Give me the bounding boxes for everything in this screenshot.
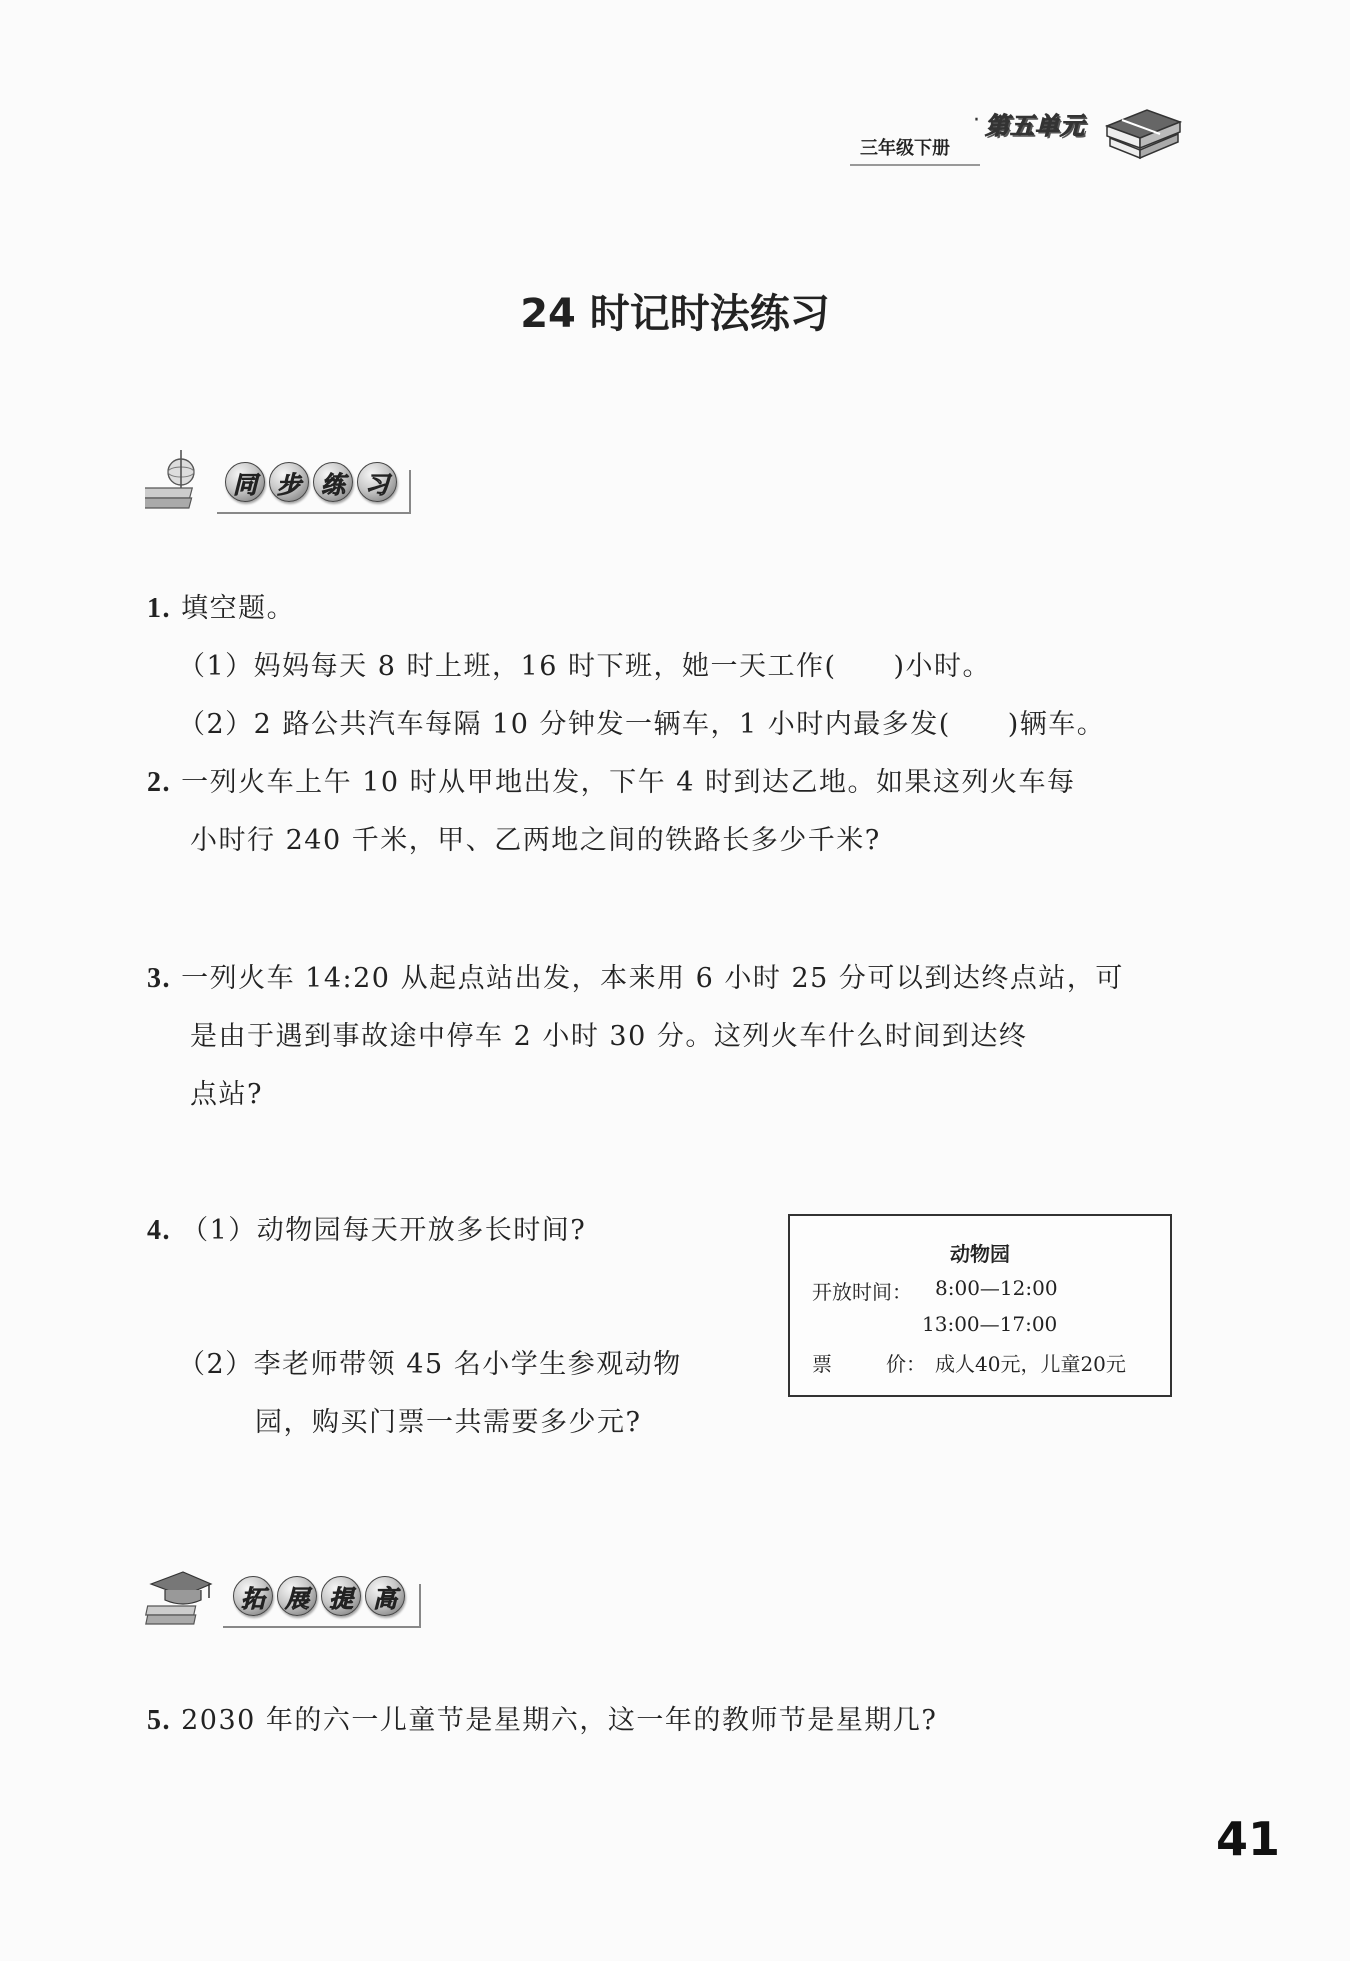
section-char: 拓 (233, 1576, 273, 1616)
question-1-sub-2: （2）2 路公共汽车每隔 10 分钟发一辆车，1 小时内最多发( )辆车。 (178, 709, 1106, 740)
question-number: 1. (147, 593, 171, 624)
zoo-hours-2: 13:00—17:00 (922, 1312, 1058, 1336)
section-badge-extension (145, 1562, 425, 1632)
question-text: 填空题。 (181, 593, 296, 624)
unit-label: 第五单元 (985, 112, 1085, 140)
question-number: 3. (147, 963, 171, 994)
globe-books-icon (145, 448, 215, 518)
zoo-info-box (788, 1214, 1172, 1397)
section-badge-practice (145, 448, 415, 518)
section-title-extension (233, 1576, 405, 1616)
section-char: 展 (277, 1576, 317, 1616)
zoo-hours-1: 8:00—12:00 (935, 1276, 1058, 1300)
question-3-line-2: 是由于遇到事故途中停车 2 小时 30 分。这列火车什么时间到达终 (190, 1021, 1028, 1052)
section-char: 步 (269, 462, 309, 502)
zoo-title: 动物园 (950, 1242, 1010, 1266)
question-2 (147, 754, 1075, 812)
section-char: 同 (225, 462, 265, 502)
graduation-cap-books-icon (145, 1562, 215, 1632)
question-2-line-2: 小时行 240 千米，甲、乙两地之间的铁路长多少千米? (190, 825, 881, 856)
question-4-sub-2: （2）李老师带领 45 名小学生参观动物 (178, 1349, 682, 1380)
question-number: 5. (147, 1705, 171, 1736)
question-text: （1）动物园每天开放多长时间? (181, 1215, 587, 1246)
section-char: 高 (365, 1576, 405, 1616)
page-number: 41 (1216, 1812, 1281, 1866)
section-title-practice (225, 462, 397, 502)
question-text: 2030 年的六一儿童节是星期六，这一年的教师节是星期几? (181, 1705, 938, 1736)
question-3 (147, 950, 1124, 1008)
section-char: 提 (321, 1576, 361, 1616)
zoo-price-label-2: 价： (886, 1352, 926, 1376)
grade-label: 三年级下册 (850, 134, 980, 166)
section-char: 习 (357, 462, 397, 502)
question-text: 一列火车 14:20 从起点站出发，本来用 6 小时 25 分可以到达终点站，可 (181, 963, 1124, 994)
zoo-price-value: 成人40元，儿童20元 (935, 1352, 1126, 1376)
question-1 (147, 580, 295, 638)
question-text: 一列火车上午 10 时从甲地出发，下午 4 时到达乙地。如果这列火车每 (181, 767, 1076, 798)
question-1-sub-1: （1）妈妈每天 8 时上班，16 时下班，她一天工作( )小时。 (178, 651, 992, 682)
question-number: 4. (147, 1215, 171, 1246)
section-char: 练 (313, 462, 353, 502)
question-4 (147, 1202, 586, 1260)
question-4-sub-2-line-2: 园，购买门票一共需要多少元? (255, 1407, 642, 1438)
question-5 (147, 1692, 937, 1750)
books-icon (1102, 96, 1182, 166)
header-dot: · (973, 108, 980, 133)
question-number: 2. (147, 767, 171, 798)
zoo-hours-label: 开放时间： (812, 1280, 912, 1304)
zoo-price-label-1: 票 (812, 1352, 832, 1376)
question-3-line-3: 点站? (190, 1079, 263, 1110)
page-title: 24 时记时法练习 (520, 291, 830, 337)
